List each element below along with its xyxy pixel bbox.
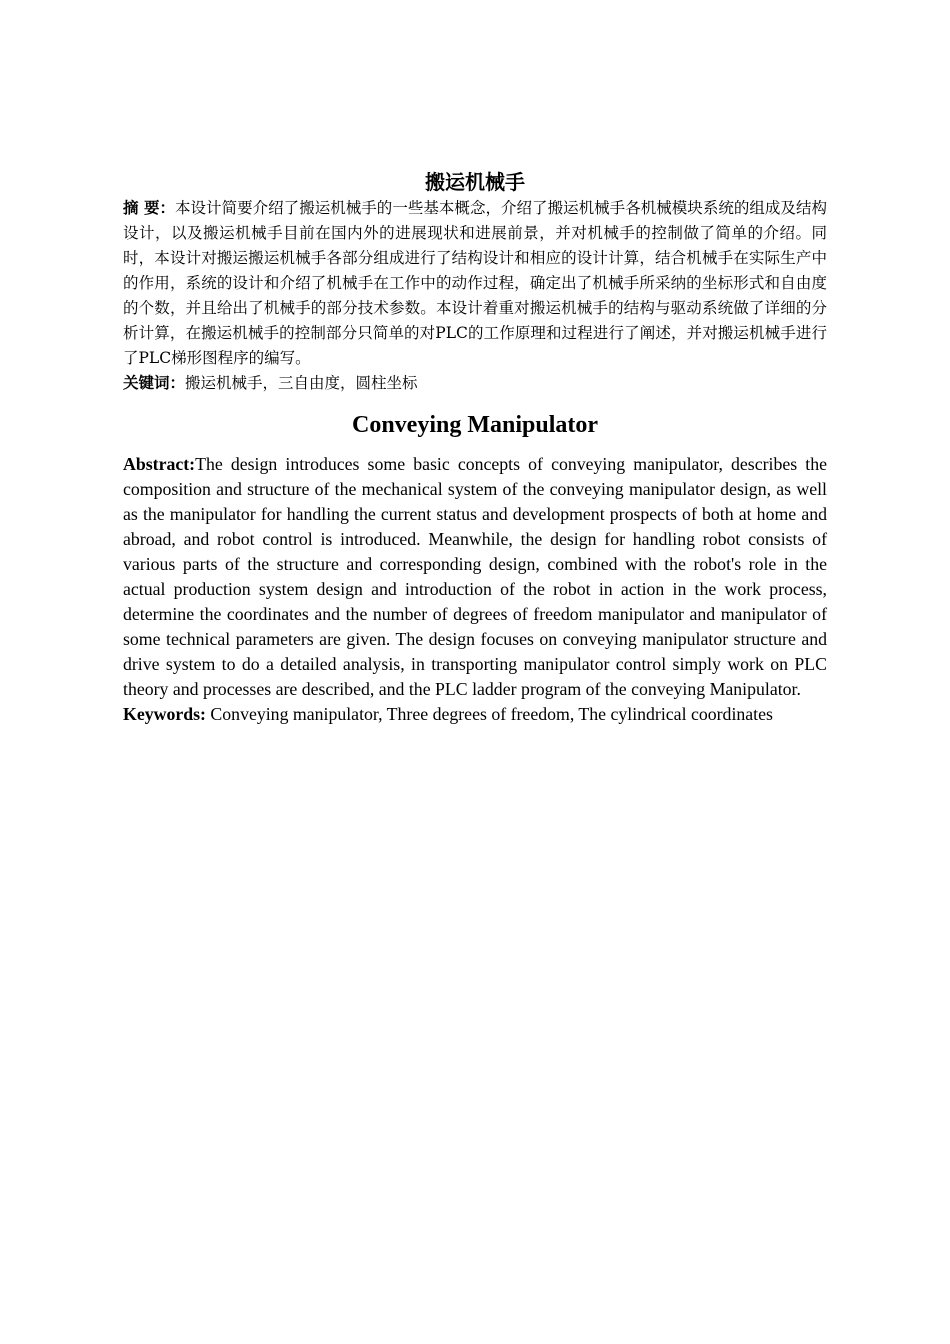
chinese-keywords-label: 关键词： — [123, 374, 186, 392]
document-page — [123, 168, 827, 727]
english-title: Conveying Manipulator — [351, 412, 599, 438]
english-abstract — [123, 452, 827, 702]
english-abstract-label: Abstract: — [123, 454, 196, 474]
english-keywords-text: Conveying manipulator, Three degrees of freedom, The cylindrical coordinates — [210, 704, 773, 724]
chinese-abstract-text: 本设计简要介绍了搬运机械手的一些基本概念，介绍了搬运机械手各机械模块系统的组成及结构设计，以及搬运机械手目前在国内外的进展现状和进展前景，并对机械手的控制做了简单的介绍。同时，本设计对搬运搬运机械手各部分组成进行了结构设计和相应的设计计算，结合机械手在实际生产中的作用，系统的设计和介绍了机械手在工作中的动作过程，确定出了机械手所采纳的坐标形式和自由度的个数，并且给出了机械手的部分技术参数。本设计着重对搬运机械手的结构与驱动系统做了详细的分析计算，在搬运机械手的控制部分只简单的对PLC的工作原理和过程进行了阐述，并对搬运机械手进行了PLC梯形图程序的编写。 — [123, 199, 827, 367]
chinese-keywords — [123, 371, 827, 396]
english-keywords — [123, 702, 827, 727]
english-abstract-text: The design introduces some basic concepts of conveying manipulator, describes the composition and structure of the mechanical system of the conveying manipulator design, as well as the manipulator for handling the current status and development prospects of both at home and abroad, and robot control is introduced. Meanwhile, the design for handling robot consists of various parts of the structure and corresponding design, combined with the robot's role in the actual production system design and introduction of the robot in action in the work process, determine the coordinates and the number of degrees of freedom manipulator and manipulator of some technical parameters are given. The design focuses on conveying manipulator structure and drive system to do a detailed analysis, in transporting manipulator control simply work on PLC theory and processes are described, and the PLC ladder program of the conveying Manipulator. — [123, 454, 827, 699]
chinese-abstract — [123, 196, 827, 371]
chinese-title: 搬运机械手 — [425, 170, 525, 194]
chinese-keywords-text: 搬运机械手，三自由度，圆柱坐标 — [185, 374, 418, 392]
chinese-abstract-label: 摘 要： — [123, 199, 175, 217]
english-keywords-label: Keywords: — [123, 704, 206, 724]
